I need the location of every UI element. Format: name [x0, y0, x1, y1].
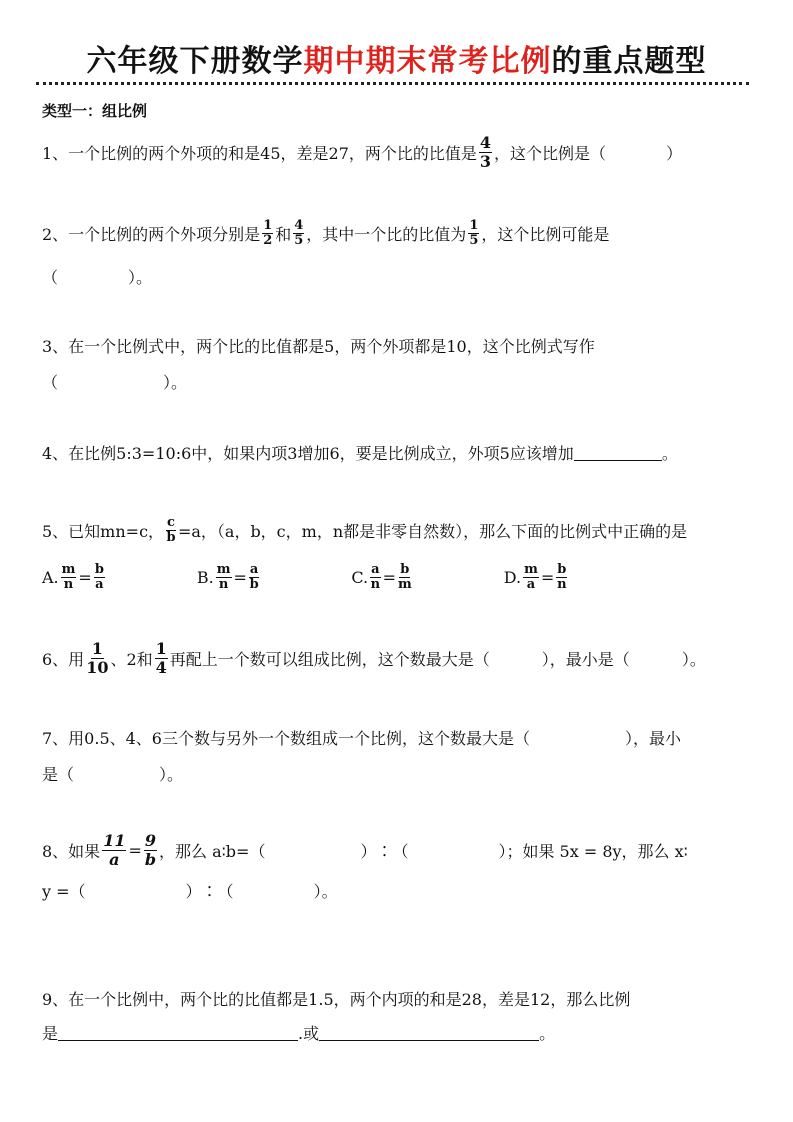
denominator: 5 — [469, 232, 479, 248]
question-text: 和 — [275, 224, 292, 244]
question-text: ）。 — [163, 372, 188, 392]
fraction — [61, 563, 77, 592]
answer-blank — [319, 1024, 539, 1041]
fraction — [262, 219, 273, 248]
question-line — [42, 132, 682, 172]
fraction — [216, 563, 232, 592]
question-text: =a，（a，b，c，m，n都是非零自然数），那么下面的比例式中正确的是 — [177, 521, 688, 541]
question-text: B. — [196, 567, 214, 587]
denominator: n — [370, 576, 381, 592]
numerator: 9 — [144, 830, 156, 850]
question-text: ，那么 a∶b=（ — [159, 841, 266, 861]
question-text: = — [128, 840, 142, 860]
question-text: ），最小是（ — [541, 649, 630, 669]
question-text: C. — [351, 567, 369, 587]
title-prefix: 六年级下册数学 — [86, 44, 304, 79]
denominator: m — [397, 576, 412, 592]
denominator: 10 — [86, 657, 109, 677]
title-highlight: 期中期末常考比例 — [303, 44, 552, 79]
numerator: 1 — [469, 217, 479, 233]
question-text: ） — [666, 143, 683, 163]
numerator: m — [216, 561, 231, 577]
question-text: = — [78, 567, 92, 587]
fraction — [293, 219, 304, 248]
question-text: 6、用 — [42, 649, 85, 669]
question-text: 1、一个比例的两个外项的和是45，差是27，两个比的比值是 — [42, 143, 477, 163]
denominator: n — [218, 576, 229, 592]
numerator: b — [400, 561, 410, 577]
numerator: m — [61, 561, 76, 577]
question-text: 4、在比例5:3=10:6中，如果内项3增加6，要是比例成立，外项5应该增加 — [42, 443, 574, 463]
question-line — [42, 510, 687, 550]
numerator: a — [249, 561, 259, 577]
dotted-divider — [36, 82, 749, 85]
question-text: 是 — [42, 1023, 59, 1043]
question-text: 。 — [539, 1023, 556, 1043]
question-line — [42, 830, 688, 870]
denominator: a — [526, 576, 536, 592]
question-text: 9、在一个比例中，两个比的比值都是1.5，两个内项的和是28，差是12，那么比例 — [42, 989, 631, 1009]
question-text: = — [233, 567, 247, 587]
numerator: m — [524, 561, 538, 577]
question-text: ，其中一个比的比值为 — [306, 224, 467, 244]
denominator: 2 — [263, 232, 273, 248]
fraction — [556, 563, 567, 592]
numerator: 11 — [103, 830, 126, 850]
denominator: b — [166, 529, 176, 545]
question-text: 再配上一个数可以组成比例，这个数最大是（ — [169, 649, 490, 669]
question-text: ）。 — [128, 267, 153, 287]
question-line — [42, 1012, 555, 1052]
denominator: b — [249, 576, 259, 592]
question-line — [42, 361, 187, 401]
numerator: 1 — [155, 638, 167, 658]
numerator: b — [557, 561, 567, 577]
question-text: 。 — [661, 443, 678, 463]
denominator: a — [95, 576, 104, 592]
question-line — [42, 638, 706, 678]
question-line — [42, 325, 595, 365]
numerator: a — [371, 561, 380, 577]
page-title — [0, 36, 793, 80]
answer-blank — [574, 444, 662, 461]
denominator: b — [144, 849, 157, 869]
question-line — [42, 717, 681, 757]
fraction — [479, 134, 492, 171]
question-line — [42, 432, 678, 472]
numerator: 1 — [263, 217, 273, 233]
question-line — [42, 213, 609, 253]
section-heading: 类型一：组比例 — [42, 101, 148, 120]
question-text: 是（ — [42, 764, 75, 784]
question-text: 3、在一个比例式中，两个比的比值都是5，两个外项都是10，这个比例式写作 — [42, 336, 595, 356]
fraction — [370, 563, 380, 592]
answer-blank — [58, 1024, 298, 1041]
title-suffix: 的重点题型 — [551, 44, 707, 79]
question-text: D. — [503, 567, 522, 587]
fraction — [86, 640, 108, 677]
question-line — [42, 557, 569, 597]
question-text: ，这个比例可能是 — [481, 224, 610, 244]
numerator: 4 — [479, 132, 492, 152]
denominator: a — [109, 849, 120, 869]
question-line — [42, 753, 183, 793]
denominator: n — [557, 576, 567, 592]
denominator: 5 — [294, 232, 304, 248]
fraction — [468, 219, 479, 248]
question-text: ），最小 — [625, 728, 682, 748]
fraction — [144, 832, 157, 869]
question-text: ）。 — [313, 881, 338, 901]
question-text: ）。 — [681, 649, 706, 669]
question-text: 8、如果 — [42, 841, 101, 861]
question-text: ）∶（ — [185, 881, 234, 901]
fraction — [249, 563, 259, 592]
question-text: ）。 — [159, 764, 184, 784]
fraction — [94, 563, 105, 592]
question-text: = — [382, 567, 396, 587]
fraction — [102, 832, 126, 869]
question-text: ，这个比例是（ — [494, 143, 607, 163]
fraction — [166, 516, 176, 545]
numerator: 1 — [91, 638, 103, 658]
question-text: .或 — [298, 1023, 320, 1043]
question-text: 、2和 — [110, 649, 153, 669]
question-text: （ — [42, 267, 59, 287]
numerator: c — [167, 514, 175, 530]
numerator: 4 — [294, 217, 304, 233]
fraction — [523, 563, 539, 592]
question-text: ）；如果 5x = 8y，那么 x∶ — [498, 841, 688, 861]
question-text: 5、已知mn=c， — [42, 521, 165, 541]
question-text: A. — [42, 567, 59, 587]
question-text: 7、用0.5、4、6三个数与另外一个数组成一个比例，这个数最大是（ — [42, 728, 530, 748]
numerator: b — [94, 561, 104, 577]
question-text: y =（ — [42, 881, 86, 901]
question-text: （ — [42, 372, 59, 392]
denominator: 3 — [479, 151, 492, 171]
question-text: = — [540, 567, 555, 587]
fraction — [155, 640, 168, 677]
question-text: 2、一个比例的两个外项分别是 — [42, 224, 261, 244]
denominator: n — [63, 576, 74, 592]
denominator: 4 — [155, 657, 167, 677]
question-line — [42, 256, 152, 296]
fraction — [398, 563, 412, 592]
question-line — [42, 870, 338, 910]
question-text: ）∶（ — [360, 841, 409, 861]
